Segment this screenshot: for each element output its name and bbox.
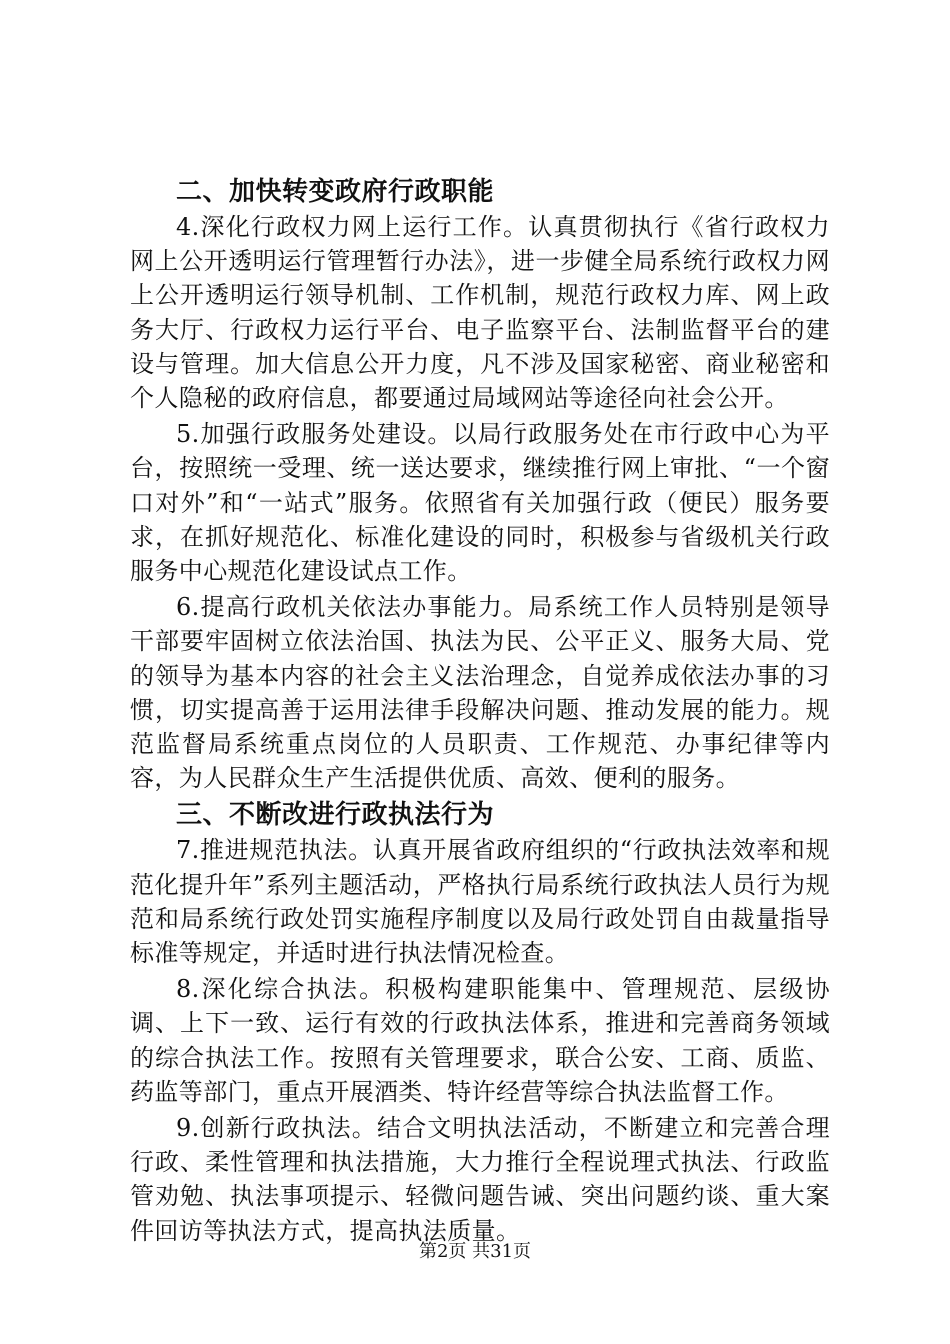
paragraph-item-9: 9.创新行政执法。结合文明执法活动，不断建立和完善合理行政、柔性管理和执法措施，大力推行全程说理式执法、行政监管劝勉、执法事项提示、轻微问题告诫、突出问题约谈、重大案件回访等执法方式，提高执法质量。 (130, 1114, 830, 1245)
paragraph-item-7: 7.推进规范执法。认真开展省政府组织的“行政执法效率和规范化提升年”系列主题活动，严格执行局系统行政执法人员行为规范和局系统行政处罚实施程序制度以及局行政处罚自由裁量指导标准等规定，并适时进行执法情况检查。 (130, 836, 830, 968)
paragraph-item-6: 6.提高行政机关依法办事能力。局系统工作人员特别是领导干部要牢固树立依法治国、执法为民、公平正义、服务大局、党的领导为基本内容的社会主义法治理念，自觉养成依法办事的习惯，切实提高善于运用法律手段解决问题、推动发展的能力。规范监督局系统重点岗位的人员职责、工作规范、办事纪律等内容，为人民群众生产生活提供优质、高效、便利的服务。 (130, 593, 830, 793)
document-body (130, 174, 830, 1250)
section-heading-2: 二、加快转变政府行政职能 (176, 177, 495, 207)
page-number-footer: 第2页 共31页 (418, 1241, 532, 1262)
section-heading-3: 三、不断改进行政执法行为 (176, 800, 495, 831)
paragraph-item-8: 8.深化综合执法。积极构建职能集中、管理规范、层级协调、上下一致、运行有效的行政执法体系，推进和完善商务领域的综合执法工作。按照有关管理要求，联合公安、工商、质监、药监等部门，重点开展酒类、特许经营等综合执法监督工作。 (130, 975, 830, 1106)
paragraph-item-4: 4.深化行政权力网上运行工作。认真贯彻执行《省行政权力网上公开透明运行管理暂行办法》，进一步健全局系统行政权力网上公开透明运行领导机制、工作机制，规范行政权力库、网上政务大厅、行政权力运行平台、电子监察平台、法制监督平台的建设与管理。加大信息公开力度，凡不涉及国家秘密、商业秘密和个人隐秘的政府信息，都要通过局域网站等途径向社会公开。 (130, 213, 830, 413)
paragraph-item-5: 5.加强行政服务处建设。以局行政服务处在市行政中心为平台，按照统一受理、统一送达要求，继续推行网上审批、“一个窗口对外”和“一站式”服务。依照省有关加强行政（便民）服务要求，在抓好规范化、标准化建设的同时，积极参与省级机关行政服务中心规范化建设试点工作。 (130, 420, 830, 586)
